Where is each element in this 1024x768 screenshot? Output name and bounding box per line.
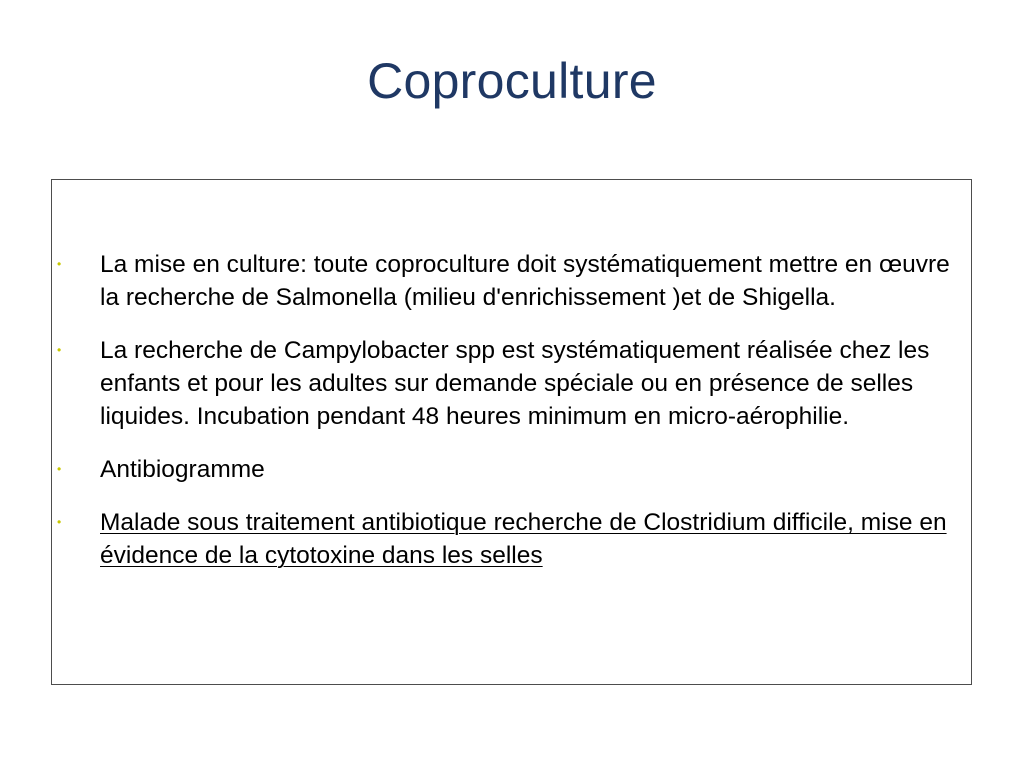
bullet-text: La recherche de Campylobacter spp est systématiquement réalisée chez les enfants et pour les adultes sur demande spéciale ou en présence de selles liquides. Incubation pendant 48 heures minimum en micro-aérophilie. [100,337,930,430]
bullet-list [51,248,972,592]
slide-title: Coproculture [367,53,657,109]
bullet-item-clostridium[interactable] [51,506,972,572]
bullet-text: La mise en culture: toute coproculture doit systématiquement mettre en œuvre la recherche de Salmonella (milieu d'enrichissement )et de Shigella. [100,251,950,311]
bullet-marker-icon: • [57,343,62,357]
bullet-link-text[interactable]: Malade sous traitement antibiotique recherche de Clostridium difficile, mise en évidence de la cytotoxine dans les selles [100,509,947,569]
bullet-item-antibiogramme [51,453,972,486]
bullet-item-culture [51,248,972,314]
bullet-text: Antibiogramme [100,456,265,483]
bullet-marker-icon: • [57,462,62,476]
bullet-marker-icon: • [57,257,62,271]
bullet-item-campylobacter [51,334,972,433]
bullet-marker-icon: • [57,515,62,529]
